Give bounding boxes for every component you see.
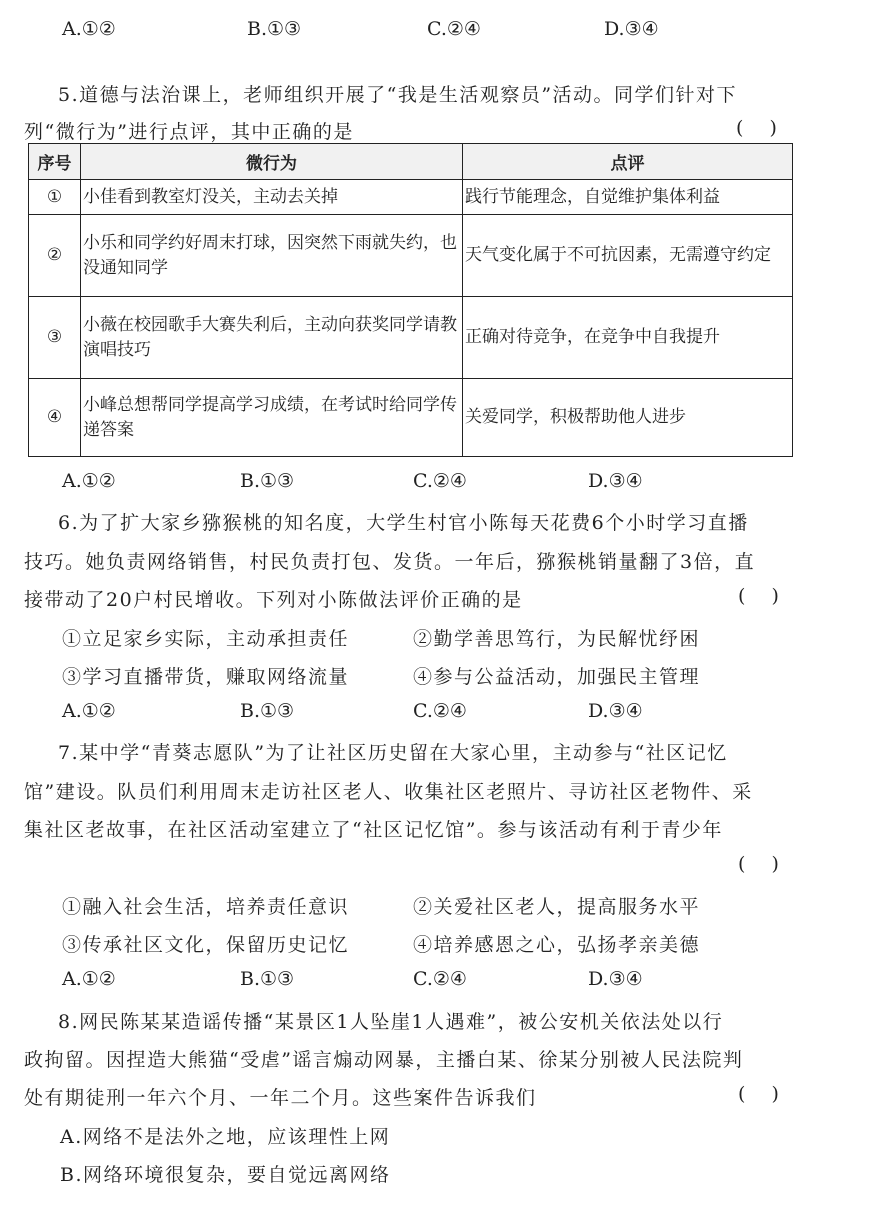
table-header-row: [29, 144, 793, 180]
q4-option-d[interactable]: D.③④: [604, 18, 659, 40]
row-comment: 关爱同学，积极帮助他人进步: [463, 379, 793, 457]
table-row: [29, 215, 793, 297]
q6-item-3: ③学习直播带货，赚取网络流量: [62, 666, 350, 688]
q7-item-3: ③传承社区文化，保留历史记忆: [62, 934, 350, 956]
q5-stem-line2: 列“微行为”进行点评，其中正确的是: [24, 121, 354, 143]
row-behavior: 小峰总想帮同学提高学习成绩，在考试时给同学传递答案: [81, 379, 463, 457]
q8-stem-line2: 政拘留。因捏造大熊猫“受虐”谣言煽动网暴，主播白某、徐某分别被人民法院判: [24, 1049, 744, 1071]
q5-option-a[interactable]: A.①②: [62, 470, 116, 492]
q7-option-a[interactable]: A.①②: [62, 968, 116, 990]
row-comment: 天气变化属于不可抗因素，无需遵守约定: [463, 215, 793, 297]
row-comment: 正确对待竞争，在竞争中自我提升: [463, 297, 793, 379]
q8-option-b[interactable]: B.网络环境很复杂，要自觉远离网络: [60, 1164, 391, 1186]
q8-stem-line3: 处有期徒刑一年六个月、一年二个月。这些案件告诉我们: [24, 1087, 537, 1109]
q5-answer-paren[interactable]: ( ): [736, 117, 787, 139]
row-comment: 践行节能理念，自觉维护集体利益: [463, 180, 793, 215]
q6-option-b[interactable]: B.①③: [240, 700, 295, 722]
q6-item-4: ④参与公益活动，加强民主管理: [413, 666, 701, 688]
row-no: ③: [29, 297, 81, 379]
row-no: ④: [29, 379, 81, 457]
q5-option-c[interactable]: C.②④: [413, 470, 467, 492]
q7-answer-paren[interactable]: ( ): [738, 853, 789, 875]
q7-option-c[interactable]: C.②④: [413, 968, 467, 990]
q7-option-b[interactable]: B.①③: [240, 968, 295, 990]
q8-stem-line1: 8.网民陈某某造谣传播“某景区1人坠崖1人遇难”，被公安机关依法处以行: [58, 1011, 724, 1033]
q6-item-1: ①立足家乡实际，主动承担责任: [62, 628, 350, 650]
q5-stem-line1: 5.道德与法治课上，老师组织开展了“我是生活观察员”活动。同学们针对下: [58, 84, 738, 106]
q6-answer-paren[interactable]: ( ): [738, 585, 789, 607]
row-behavior: 小佳看到教室灯没关，主动去关掉: [81, 180, 463, 215]
q8-option-a[interactable]: A.网络不是法外之地，应该理性上网: [60, 1126, 391, 1148]
row-behavior: 小薇在校园歌手大赛失利后，主动向获奖同学请教演唱技巧: [81, 297, 463, 379]
q7-stem-line3: 集社区老故事，在社区活动室建立了“社区记忆馆”。参与该活动有利于青少年: [24, 819, 723, 841]
table-row: [29, 379, 793, 457]
q6-option-c[interactable]: C.②④: [413, 700, 467, 722]
q5-option-d[interactable]: D.③④: [588, 470, 643, 492]
q6-option-d[interactable]: D.③④: [588, 700, 643, 722]
q6-item-2: ②勤学善思笃行，为民解忧纾困: [413, 628, 701, 650]
table-row: [29, 297, 793, 379]
q4-option-c[interactable]: C.②④: [427, 18, 481, 40]
q6-stem-line1: 6.为了扩大家乡猕猴桃的知名度，大学生村官小陈每天花费6个小时学习直播: [58, 512, 749, 534]
q5-table: [28, 143, 793, 457]
q5-option-b[interactable]: B.①③: [240, 470, 295, 492]
q7-stem-line1: 7.某中学“青葵志愿队”为了让社区历史留在大家心里，主动参与“社区记忆: [58, 742, 728, 764]
q7-item-2: ②关爱社区老人，提高服务水平: [413, 896, 701, 918]
table-row: [29, 180, 793, 215]
q4-option-a[interactable]: A.①②: [62, 18, 116, 40]
q6-option-a[interactable]: A.①②: [62, 700, 116, 722]
q7-stem-line2: 馆”建设。队员们利用周末走访社区老人、收集社区老照片、寻访社区老物件、采: [24, 781, 753, 803]
row-no: ②: [29, 215, 81, 297]
header-comment: 点评: [463, 144, 793, 180]
q4-option-b[interactable]: B.①③: [247, 18, 302, 40]
q6-stem-line3: 接带动了20户村民增收。下列对小陈做法评价正确的是: [24, 589, 523, 611]
q7-option-d[interactable]: D.③④: [588, 968, 643, 990]
q7-item-4: ④培养感恩之心，弘扬孝亲美德: [413, 934, 701, 956]
row-behavior: 小乐和同学约好周末打球，因突然下雨就失约，也没通知同学: [81, 215, 463, 297]
q8-answer-paren[interactable]: ( ): [738, 1083, 789, 1105]
header-behavior: 微行为: [81, 144, 463, 180]
q7-item-1: ①融入社会生活，培养责任意识: [62, 896, 350, 918]
row-no: ①: [29, 180, 81, 215]
q6-stem-line2: 技巧。她负责网络销售，村民负责打包、发货。一年后，猕猴桃销量翻了3倍，直: [24, 551, 756, 573]
header-no: 序号: [29, 144, 81, 180]
